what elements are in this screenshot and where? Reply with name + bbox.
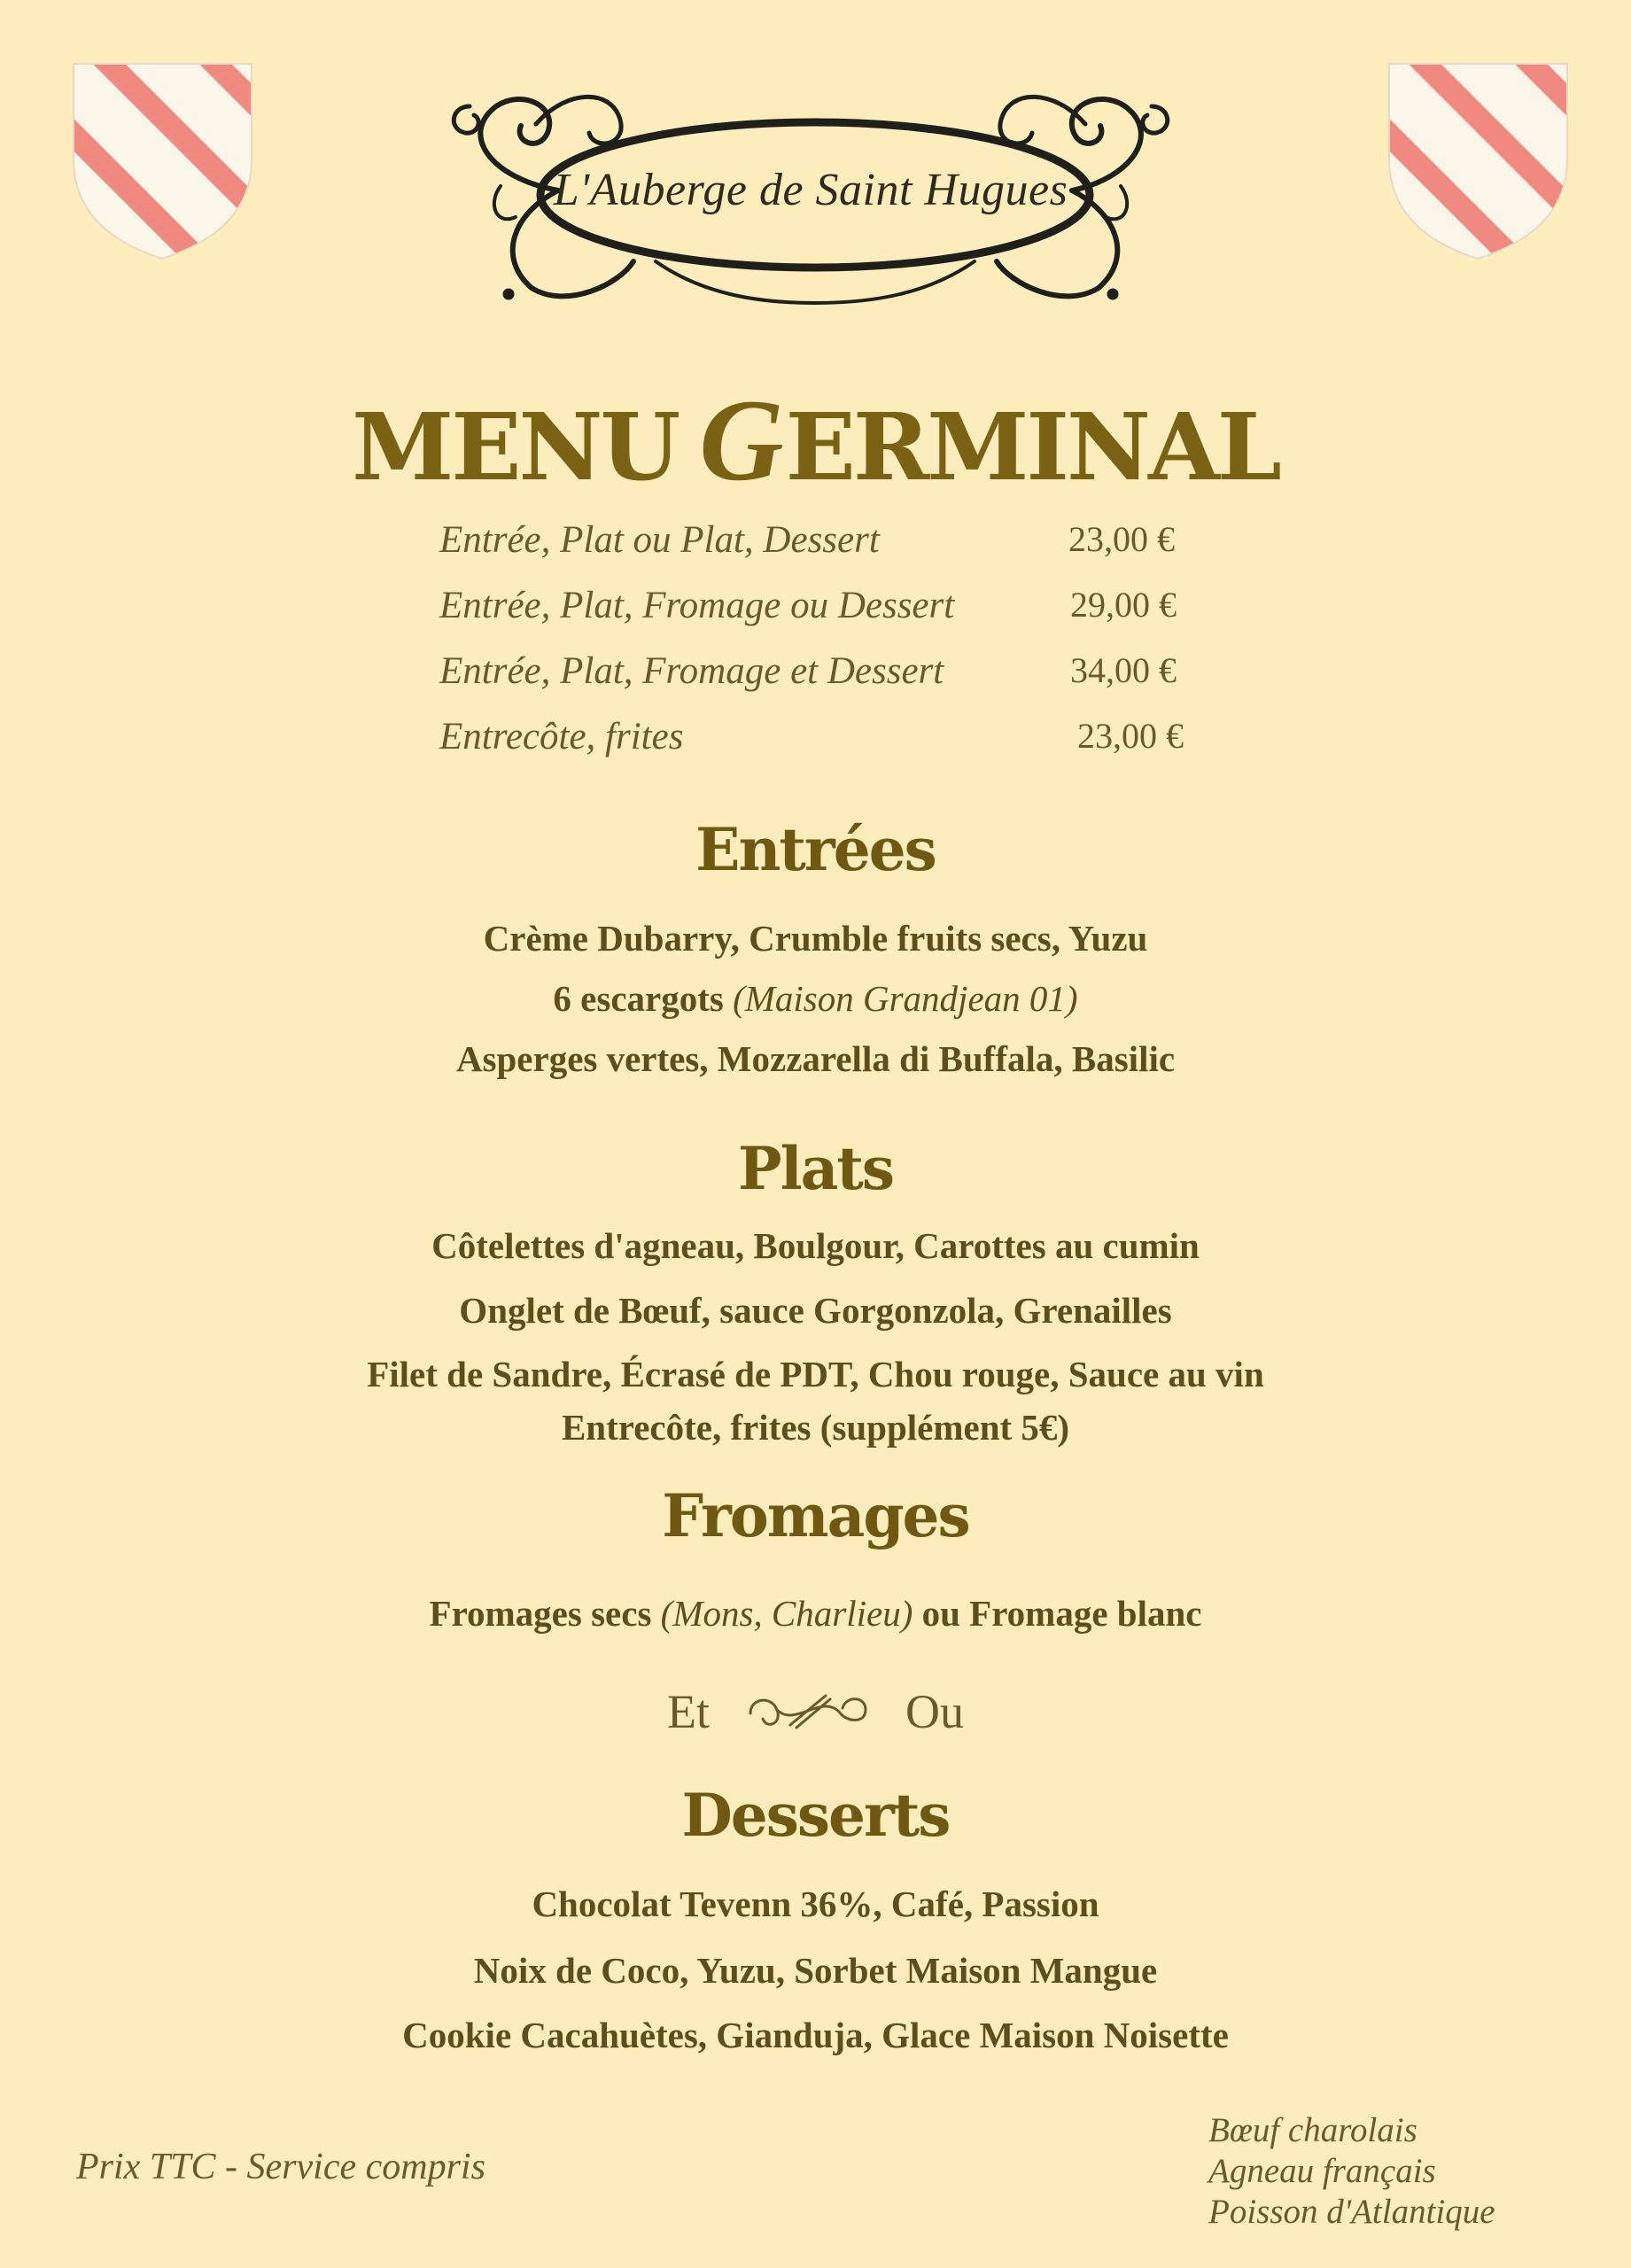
dish-item: Onglet de Bœuf, sauce Gorgonzola, Grenailles <box>459 1290 1172 1331</box>
formula-label: Entrée, Plat, Fromage et Dessert <box>439 650 944 692</box>
dish-item <box>0 1592 1631 1635</box>
formula-row <box>434 649 1231 715</box>
dish-item: Crème Dubarry, Crumble fruits secs, Yuzu <box>483 918 1148 959</box>
dish-item: Cookie Cacahuètes, Gianduja, Glace Maison Noisette <box>402 2015 1229 2055</box>
dish-note: (Maison Grandjean 01) <box>733 978 1078 1019</box>
formula-row <box>434 715 1231 781</box>
formula-price: 23,00 € <box>1077 716 1184 756</box>
formula-price: 29,00 € <box>1070 585 1177 625</box>
dish-note: (Mons, Charlieu) <box>660 1593 913 1634</box>
separator-right-word: Ou <box>905 1684 964 1738</box>
dish-text: 6 escargots <box>553 978 734 1019</box>
dish-item: Chocolat Tevenn 36%, Café, Passion <box>532 1884 1099 1924</box>
formula-label: Entrée, Plat ou Plat, Dessert <box>439 519 880 561</box>
section-title-entrees: Entrées <box>695 815 936 884</box>
dish-text: ou Fromage blanc <box>913 1593 1202 1634</box>
dish-item: Entrecôte, frites (supplément 5€) <box>561 1407 1070 1448</box>
formula-price: 23,00 € <box>1068 519 1175 559</box>
separator-left-word: Et <box>667 1684 710 1738</box>
coat-of-arms-right <box>1387 62 1569 261</box>
dish-item: Noix de Coco, Yuzu, Sorbet Maison Mangue <box>473 1950 1158 1991</box>
formula-row <box>434 518 1231 584</box>
dish-item <box>0 977 1631 1020</box>
menu-title-gothic-initial: G <box>699 375 784 505</box>
et-ou-separator <box>0 1679 1631 1739</box>
meat-origins <box>1208 2110 1495 2233</box>
origin-line: Bœuf charolais <box>1208 2111 1417 2149</box>
price-note: Prix TTC - Service compris <box>76 2147 485 2187</box>
origin-line: Agneau français <box>1208 2152 1436 2190</box>
formula-row <box>434 584 1231 649</box>
formula-label: Entrée, Plat, Fromage ou Dessert <box>439 585 955 626</box>
dish-item: Côtelettes d'agneau, Boulgour, Carottes au cumin <box>431 1225 1200 1266</box>
section-title-fromages: Fromages <box>662 1481 969 1550</box>
menu-title <box>0 372 1631 508</box>
formula-label: Entrecôte, frites <box>439 716 684 757</box>
coat-of-arms-left <box>72 62 253 261</box>
dish-item: Filet de Sandre, Écrasé de PDT, Chou rouge, Sauce au vin <box>367 1354 1264 1394</box>
section-title-desserts: Desserts <box>681 1781 950 1850</box>
section-title-plats: Plats <box>737 1134 894 1203</box>
origin-line: Poisson d'Atlantique <box>1208 2193 1495 2231</box>
restaurant-name: L'Auberge de Saint Hugues <box>553 165 1068 215</box>
dish-text: Fromages secs <box>429 1593 661 1634</box>
formula-price-list <box>434 518 1231 781</box>
menu-title-rest: ERMINAL <box>785 392 1279 501</box>
dish-item: Asperges vertes, Mozzarella di Buffala, Basilic <box>455 1038 1176 1079</box>
flourish-ornament-icon <box>742 1685 874 1738</box>
formula-price: 34,00 € <box>1070 650 1177 690</box>
menu-title-word: MENU <box>352 392 679 501</box>
